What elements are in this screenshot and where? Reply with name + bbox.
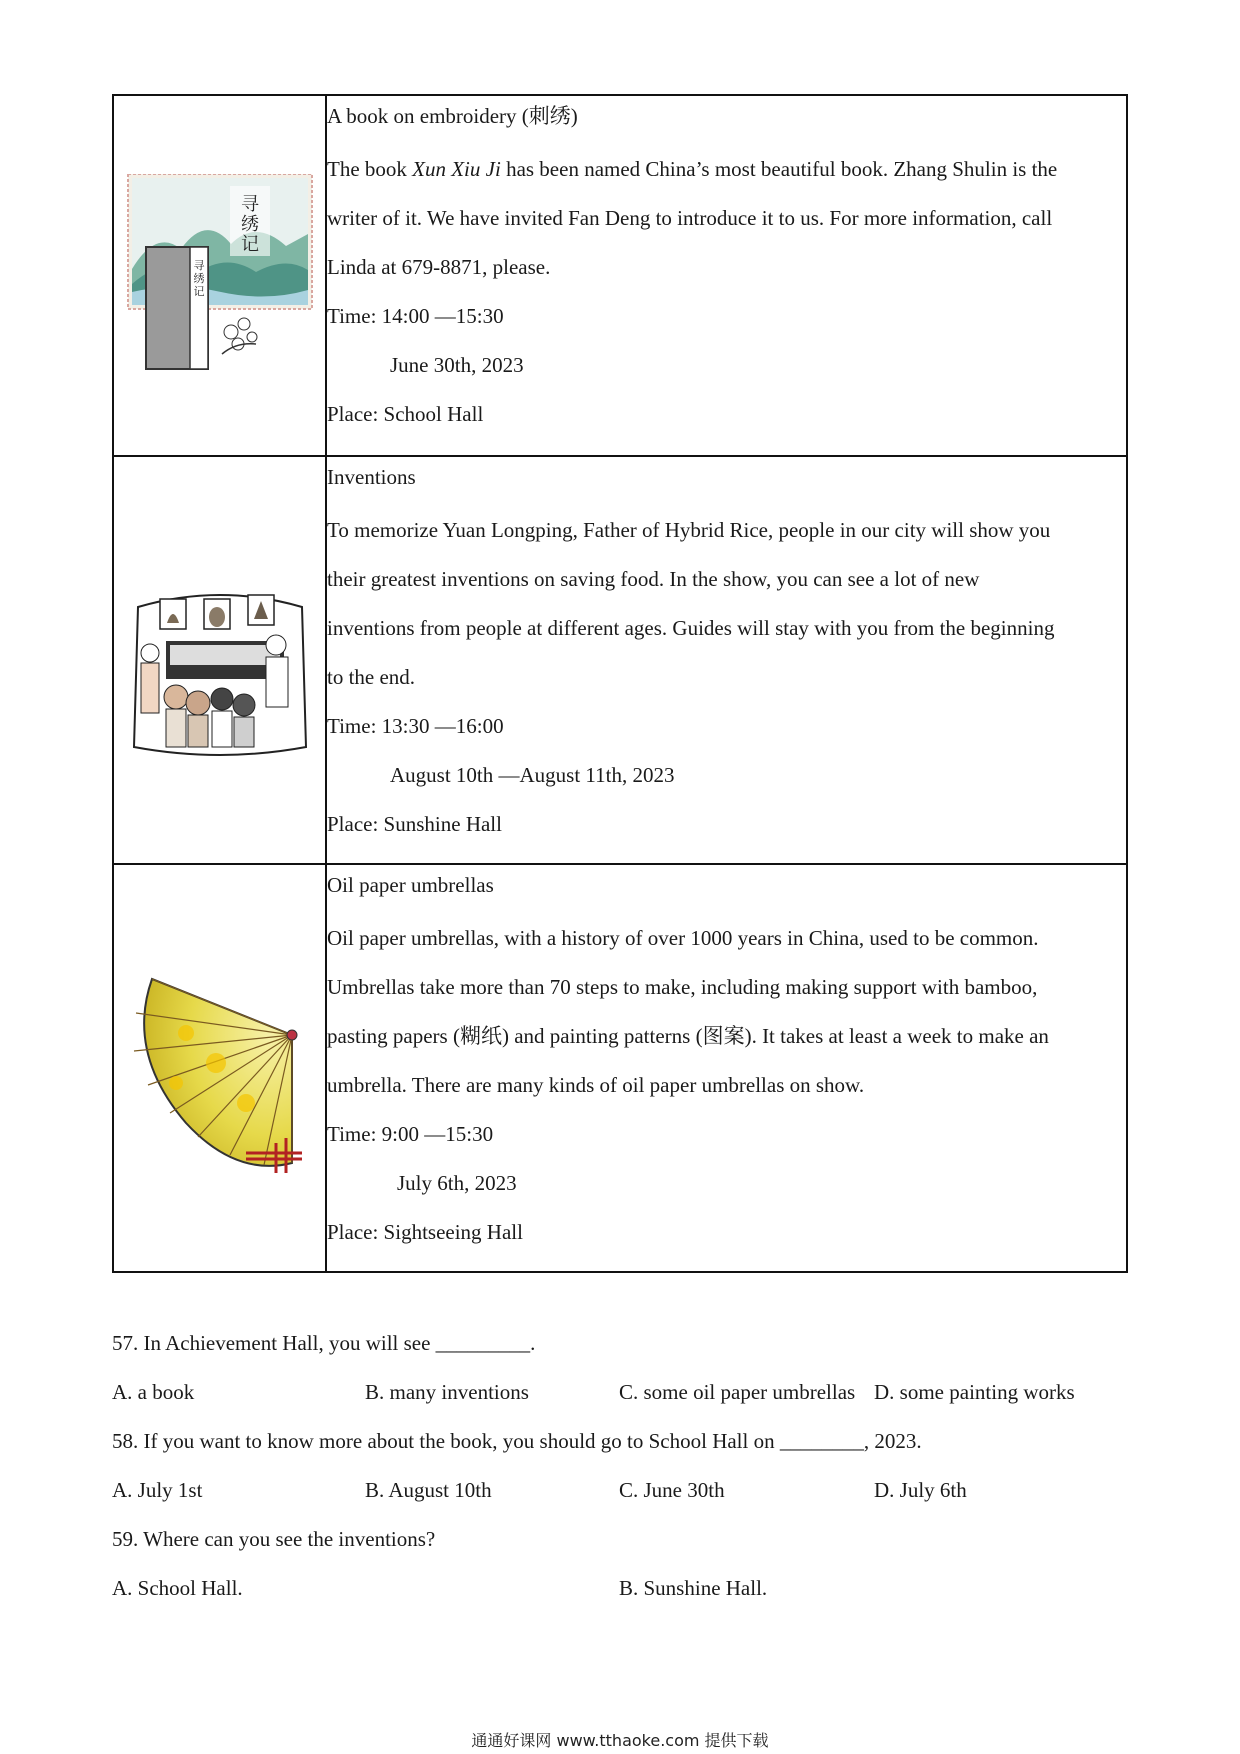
option-b[interactable]: B. August 10th [365,1478,492,1502]
inventions-text-cell [326,456,1127,864]
event-description-line: umbrella. There are many kinds of oil paper umbrellas on show. [327,1073,865,1097]
event-description-line: The book Xun Xiu Ji has been named China’s most beautiful book. Zhang Shulin is the [327,157,1058,181]
option-c[interactable]: C. June 30th [619,1478,725,1502]
svg-text:寻: 寻 [193,259,205,272]
cover-title-char-3: 记 [241,234,259,255]
svg-text:记: 记 [193,285,205,298]
exhibition-cartoon [126,587,314,763]
option-c[interactable]: C. some oil paper umbrellas [619,1380,856,1404]
question-59: 59. Where can you see the inventions? [112,1527,436,1551]
event-description-line: to the end. [327,665,416,689]
question-57-options [112,1368,1128,1417]
question-58: 58. If you want to know more about the book, you should go to School Hall on ________, 2023. [112,1429,922,1453]
umbrella-image-cell [113,864,326,1272]
event-description-line: Umbrellas take more than 70 steps to make, including making support with bamboo, [327,975,1038,999]
event-date: June 30th, 2023 [390,353,524,377]
option-d[interactable]: D. some painting works [874,1380,1075,1404]
event-time: Time: 14:00 —15:30 [327,304,504,328]
event-description-line: Linda at 679-8871, please. [327,255,551,279]
book-text-cell [326,95,1127,456]
book-cover-illustration [126,174,314,374]
event-title: A book on embroidery (刺绣) [327,104,578,128]
book-title: Xun Xiu Ji [412,157,501,181]
svg-text:绣: 绣 [193,272,205,285]
option-b[interactable]: B. Sunshine Hall. [619,1576,768,1600]
event-place: Place: School Hall [327,402,484,426]
cover-title-char-1: 寻 [241,194,259,215]
oil-paper-umbrella [126,973,314,1177]
option-a[interactable]: A. July 1st [112,1478,203,1502]
event-time: Time: 9:00 —15:30 [327,1122,494,1146]
event-date: August 10th —August 11th, 2023 [390,763,675,787]
event-date: July 6th, 2023 [397,1171,517,1195]
event-time: Time: 13:30 —16:00 [327,714,504,738]
question-59-options [112,1564,1128,1613]
flower-icon [222,318,257,354]
cover-title-char-2: 绣 [241,214,259,235]
event-place: Place: Sunshine Hall [327,812,502,836]
inventions-image-cell [113,456,326,864]
event-title: Oil paper umbrellas [327,873,494,897]
event-description-line: pasting papers (糊纸) and painting patterns (图案). It takes at least a week to make an [327,1024,1049,1048]
option-a[interactable]: A. School Hall. [112,1576,243,1600]
event-description-line: writer of it. We have invited Fan Deng to introduce it to us. For more information, call [327,206,1053,230]
option-b[interactable]: B. many inventions [365,1380,529,1404]
event-description-line: Oil paper umbrellas, with a history of over 1000 years in China, used to be common. [327,926,1039,950]
option-d[interactable]: D. July 6th [874,1478,967,1502]
umbrella-text-cell [326,864,1127,1272]
event-description-line: inventions from people at different ages. Guides will stay with you from the beginning [327,616,1055,640]
event-description-line: To memorize Yuan Longping, Father of Hybrid Rice, people in our city will show you [327,518,1051,542]
event-description-line: their greatest inventions on saving food. In the show, you can see a lot of new [327,567,980,591]
event-title: Inventions [327,465,416,489]
event-row-umbrellas [113,864,1127,1272]
event-row-inventions [113,456,1127,864]
question-57: 57. In Achievement Hall, you will see _________. [112,1331,536,1355]
book-image-cell [113,95,326,456]
questions-section [112,1319,1128,1613]
event-place: Place: Sightseeing Hall [327,1220,523,1244]
event-row-book [113,95,1127,456]
option-a[interactable]: A. a book [112,1380,195,1404]
events-table [112,94,1128,1273]
page-footer: 通通好课网 www.tthaoke.com 提供下载 [471,1731,769,1750]
question-58-options [112,1466,1128,1515]
